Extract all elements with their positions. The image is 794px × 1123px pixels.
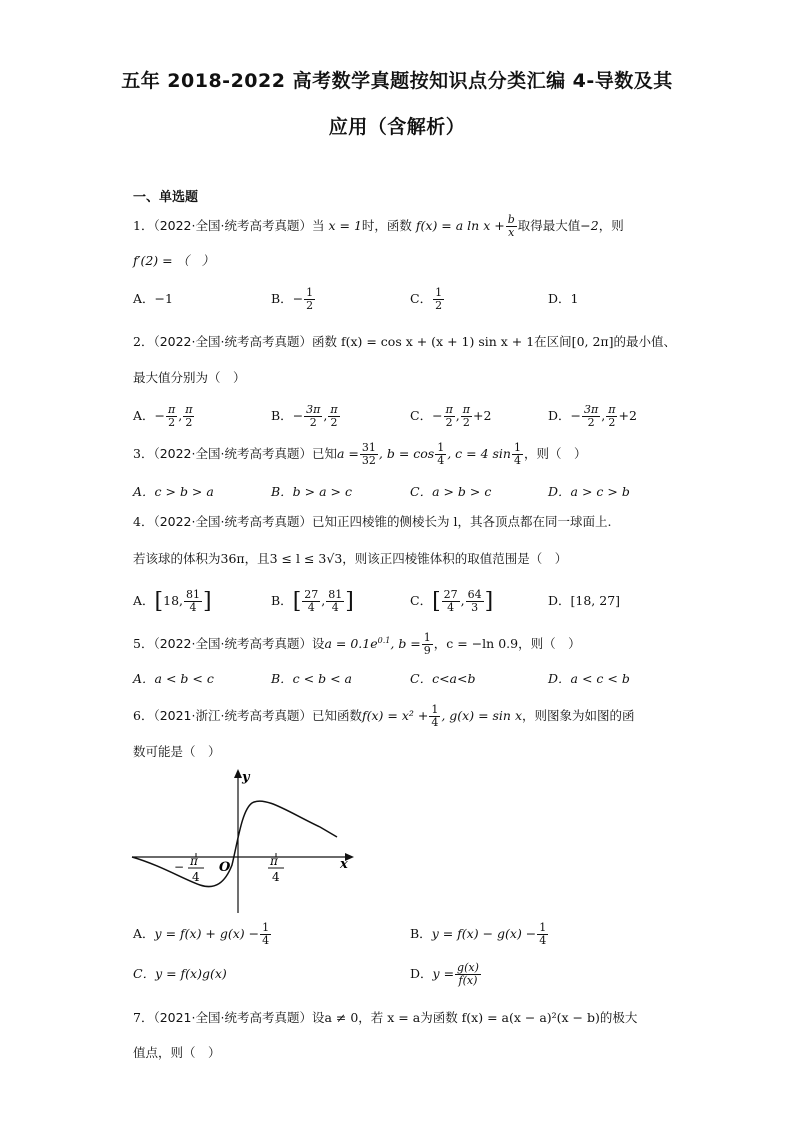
y-axis-label: y [242, 770, 250, 785]
document-title-line2: 应用（含解析） [328, 116, 466, 138]
question-1-stem: 1．（2022·全国·统考高考真题）当 x = 1时，函数 f(x) = a ln x + $\frac{b}{x}$ 取得最大值−2，则 [133, 213, 624, 239]
q4-option-d[interactable]: D．[18, 27] [548, 593, 621, 608]
question-1-line2: f′(2) = （ ） [133, 253, 215, 268]
q6-option-d[interactable]: D．y = $\frac{g(x)}{f(x)}$ [410, 961, 479, 987]
q1-option-d[interactable]: D．1 [548, 291, 579, 306]
q2-option-a[interactable]: A．− $\frac{\pi}{2}$ , $\frac{\pi}{2}$ [133, 403, 193, 429]
q1-option-b[interactable]: B．− $\frac{1}{2}$ [271, 286, 314, 312]
q4-option-b[interactable]: B．[ $\frac{27}{4}$ , $\frac{81}{4}$ ] [271, 588, 354, 614]
origin-label: O [219, 860, 231, 875]
question-6-line2: 数可能是（ ） [133, 744, 221, 759]
q6-option-b[interactable]: B．y = f(x) − g(x) − $\frac{1}{4}$ [410, 921, 547, 947]
q6-option-a[interactable]: A．y = f(x) + g(x) − $\frac{1}{4}$ [133, 921, 270, 947]
tick-neg-four: 4 [192, 870, 200, 884]
y-axis-arrow [234, 769, 242, 778]
section-heading: 一、单选题 [133, 190, 199, 205]
q6-option-c[interactable]: C．y = f(x)g(x) [133, 966, 227, 981]
q5-option-b[interactable]: B．c < b < a [271, 671, 352, 686]
q5-option-a[interactable]: A．a < b < c [133, 671, 214, 686]
document-title-line1: 五年 2018-2022 高考数学真题按知识点分类汇编 4-导数及其 [121, 70, 673, 92]
question-7-line2: 值点，则（ ） [133, 1045, 221, 1060]
tick-neg-sign: − [174, 860, 185, 874]
q3-option-a[interactable]: A．c > b > a [133, 484, 214, 499]
q4-option-c[interactable]: C．[ $\frac{27}{4}$ , $\frac{64}{3}$ ] [410, 588, 494, 614]
tick-neg-pi: π [190, 854, 198, 868]
question-6-stem: 6．（2021·浙江·统考高考真题）已知函数f(x) = x² + $\frac{1}{4}$ , g(x) = sin x，则图象为如图的函 [133, 703, 635, 729]
q5-option-c[interactable]: C．c<a<b [410, 671, 476, 686]
q4-option-a[interactable]: A．[18, $\frac{81}{4}$ ] [133, 588, 212, 614]
question-4-stem: 4．（2022·全国·统考高考真题）已知正四棱锥的侧棱长为 l，其各顶点都在同一球面上. [133, 514, 612, 529]
q1-option-a[interactable]: A．−1 [133, 291, 173, 306]
q5-option-d[interactable]: D．a < c < b [548, 671, 630, 686]
q1-option-c[interactable]: C． $\frac{1}{2}$ [410, 286, 443, 312]
question-2-stem: 2．（2022·全国·统考高考真题）函数 f(x) = cos x + (x + 1) sin x + 1在区间[0, 2π]的最小值、 [133, 334, 677, 349]
q2-option-c[interactable]: C．− $\frac{\pi}{2}$ , $\frac{\pi}{2}$ +2 [410, 403, 492, 429]
tick-pos-four: 4 [272, 870, 280, 884]
q3-option-c[interactable]: C．a > b > c [410, 484, 492, 499]
q3-option-b[interactable]: B．b > a > c [271, 484, 352, 499]
question-3-stem: 3．（2022·全国·统考高考真题）已知a = $\frac{31}{32}$ , b = cos $\frac{1}{4}$ , c = 4 sin $\frac{1}{4}$ ，则（ ） [133, 441, 587, 467]
function-graph [130, 765, 360, 915]
function-curve [132, 801, 337, 887]
question-5-stem: 5．（2022·全国·统考高考真题）设$a = 0.1e^{0.1}$, b = $\frac{1}{9}$ ，c = −ln 0.9，则（ ） [133, 631, 581, 658]
q3-option-d[interactable]: D．a > c > b [548, 484, 630, 499]
question-2-line2: 最大值分别为（ ） [133, 370, 246, 385]
q2-option-d[interactable]: D．− $\frac{3\pi}{2}$ , $\frac{\pi}{2}$ +2 [548, 403, 637, 429]
question-7-stem: 7．（2021·全国·统考高考真题）设a ≠ 0，若 x = a为函数 f(x) = a(x − a)²(x − b)的极大 [133, 1010, 638, 1025]
question-4-line2: 若该球的体积为36π，且3 ≤ l ≤ 3√3，则该正四棱锥体积的取值范围是（ ） [133, 551, 568, 566]
tick-pos-pi: π [270, 854, 278, 868]
q2-option-b[interactable]: B．− $\frac{3\pi}{2}$ , $\frac{\pi}{2}$ [271, 403, 338, 429]
x-axis-label: x [340, 857, 348, 872]
